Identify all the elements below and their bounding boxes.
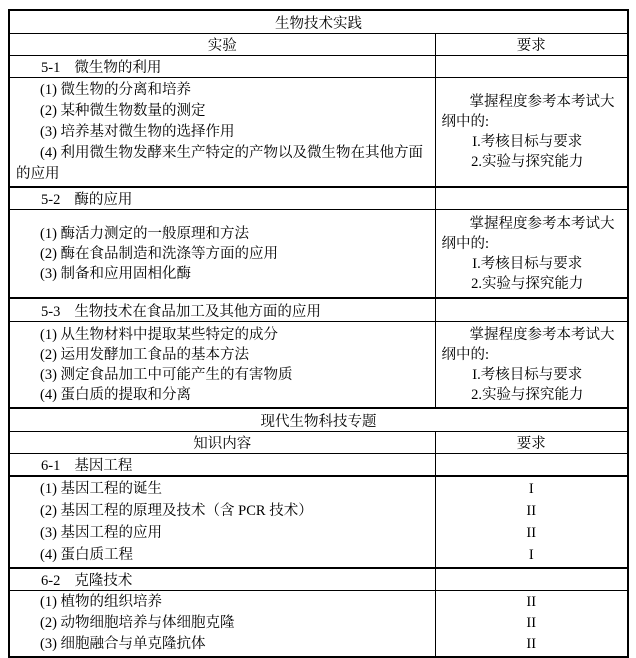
column-header-requirement-1: 要求: [435, 34, 628, 56]
topic-name: 基因工程: [74, 458, 133, 474]
requirement-level: I: [528, 481, 534, 497]
experiment-item: (2) 某种微生物数量的测定: [40, 102, 206, 119]
topic-name: 生物技术在食品加工及其他方面的应用: [74, 303, 321, 320]
requirement-level-cell: [435, 591, 628, 658]
topic-name: 克隆技术: [74, 573, 133, 589]
column-header-experiment: 实验: [9, 34, 435, 56]
requirement-note: [436, 214, 628, 294]
empty-cell: [435, 298, 628, 322]
experiment-item: (2) 运用发酵加工食品的基本方法: [40, 346, 250, 363]
note-line: 掌握程度参考本考试大: [469, 215, 615, 232]
experiment-item: (4) 蛋白质的提取和分离: [40, 386, 192, 403]
topic-heading-5-1: [9, 56, 435, 78]
requirement-level: II: [526, 615, 537, 631]
note-line: 2.实验与探究能力: [471, 386, 584, 403]
note-line: 掌握程度参考本考试大: [469, 94, 615, 110]
column-header-requirement-2: 要求: [435, 432, 628, 454]
requirement-level-cell: [435, 476, 628, 568]
empty-cell: [435, 187, 628, 210]
section-title-modern-biotech: 现代生物科技专题: [9, 408, 628, 432]
topic-number: 5-3: [41, 303, 61, 320]
topic-heading-6-2: [9, 568, 435, 591]
knowledge-item: (2) 动物细胞培养与体细胞克隆: [40, 615, 235, 631]
experiment-item: (1) 从生物材料中提取某些特定的成分: [40, 326, 279, 343]
section-title-biotech-practice: 生物技术实践: [9, 10, 628, 34]
topic-number: 5-2: [41, 192, 61, 208]
experiment-list-5-2: [9, 210, 435, 299]
note-line: 纲中的:: [441, 346, 490, 363]
requirement-note: [436, 325, 628, 405]
note-line: 2.实验与探究能力: [471, 275, 584, 292]
note-line: I.考核目标与要求: [472, 366, 583, 383]
experiment-item: (3) 制备和应用固相化酶: [40, 265, 192, 282]
experiment-item: (1) 微生物的分离和培养: [40, 81, 192, 98]
topic-name: 酶的应用: [74, 192, 133, 208]
experiment-item: (1) 酶活力测定的一般原理和方法: [40, 225, 250, 242]
requirement-note-cell: [435, 78, 628, 188]
requirement-note-cell: [435, 322, 628, 409]
requirement-level: I: [528, 547, 534, 563]
requirement-level: II: [526, 594, 537, 610]
empty-cell: [435, 454, 628, 477]
requirement-level: II: [526, 503, 537, 519]
experiment-item: (3) 培养基对微生物的选择作用: [40, 123, 235, 140]
experiment-list-5-1: [9, 78, 435, 188]
empty-cell: [435, 568, 628, 591]
topic-heading-5-2: [9, 187, 435, 210]
note-line: 纲中的:: [441, 114, 490, 130]
exam-syllabus-table: [8, 9, 629, 658]
experiment-list-5-3: [9, 322, 435, 409]
requirement-level: II: [526, 525, 537, 541]
note-line: 纲中的:: [441, 235, 490, 252]
topic-heading-6-1: [9, 454, 435, 477]
requirement-note-cell: [435, 210, 628, 299]
knowledge-item: (3) 基因工程的应用: [40, 525, 163, 541]
knowledge-item: (2) 基因工程的原理及技术（含 PCR 技术）: [40, 503, 313, 519]
empty-cell: [435, 56, 628, 78]
topic-heading-5-3: [9, 298, 435, 322]
knowledge-item: (1) 植物的组织培养: [40, 594, 163, 610]
topic-name: 微生物的利用: [74, 60, 162, 76]
knowledge-item: (3) 细胞融合与单克隆抗体: [40, 636, 206, 652]
knowledge-item: (1) 基因工程的诞生: [40, 481, 163, 497]
note-line: 2.实验与探究能力: [471, 154, 584, 170]
knowledge-list-6-1: [9, 476, 435, 568]
topic-number: 5-1: [41, 60, 61, 76]
note-line: I.考核目标与要求: [472, 134, 583, 150]
column-header-knowledge: 知识内容: [9, 432, 435, 454]
knowledge-item: (4) 蛋白质工程: [40, 547, 134, 563]
topic-number: 6-2: [41, 573, 61, 589]
knowledge-list-6-2: [9, 591, 435, 658]
experiment-item: (4) 利用微生物发酵来生产特定的产物以及微生物在其他方面的应用: [16, 144, 424, 182]
note-line: I.考核目标与要求: [472, 255, 583, 272]
experiment-item: (3) 测定食品加工中可能产生的有害物质: [40, 366, 293, 383]
experiment-item: (2) 酶在食品制造和洗涤等方面的应用: [40, 245, 279, 262]
note-line: 掌握程度参考本考试大: [469, 326, 615, 343]
requirement-level: II: [526, 636, 537, 652]
topic-number: 6-1: [41, 458, 61, 474]
requirement-note: [436, 92, 628, 172]
